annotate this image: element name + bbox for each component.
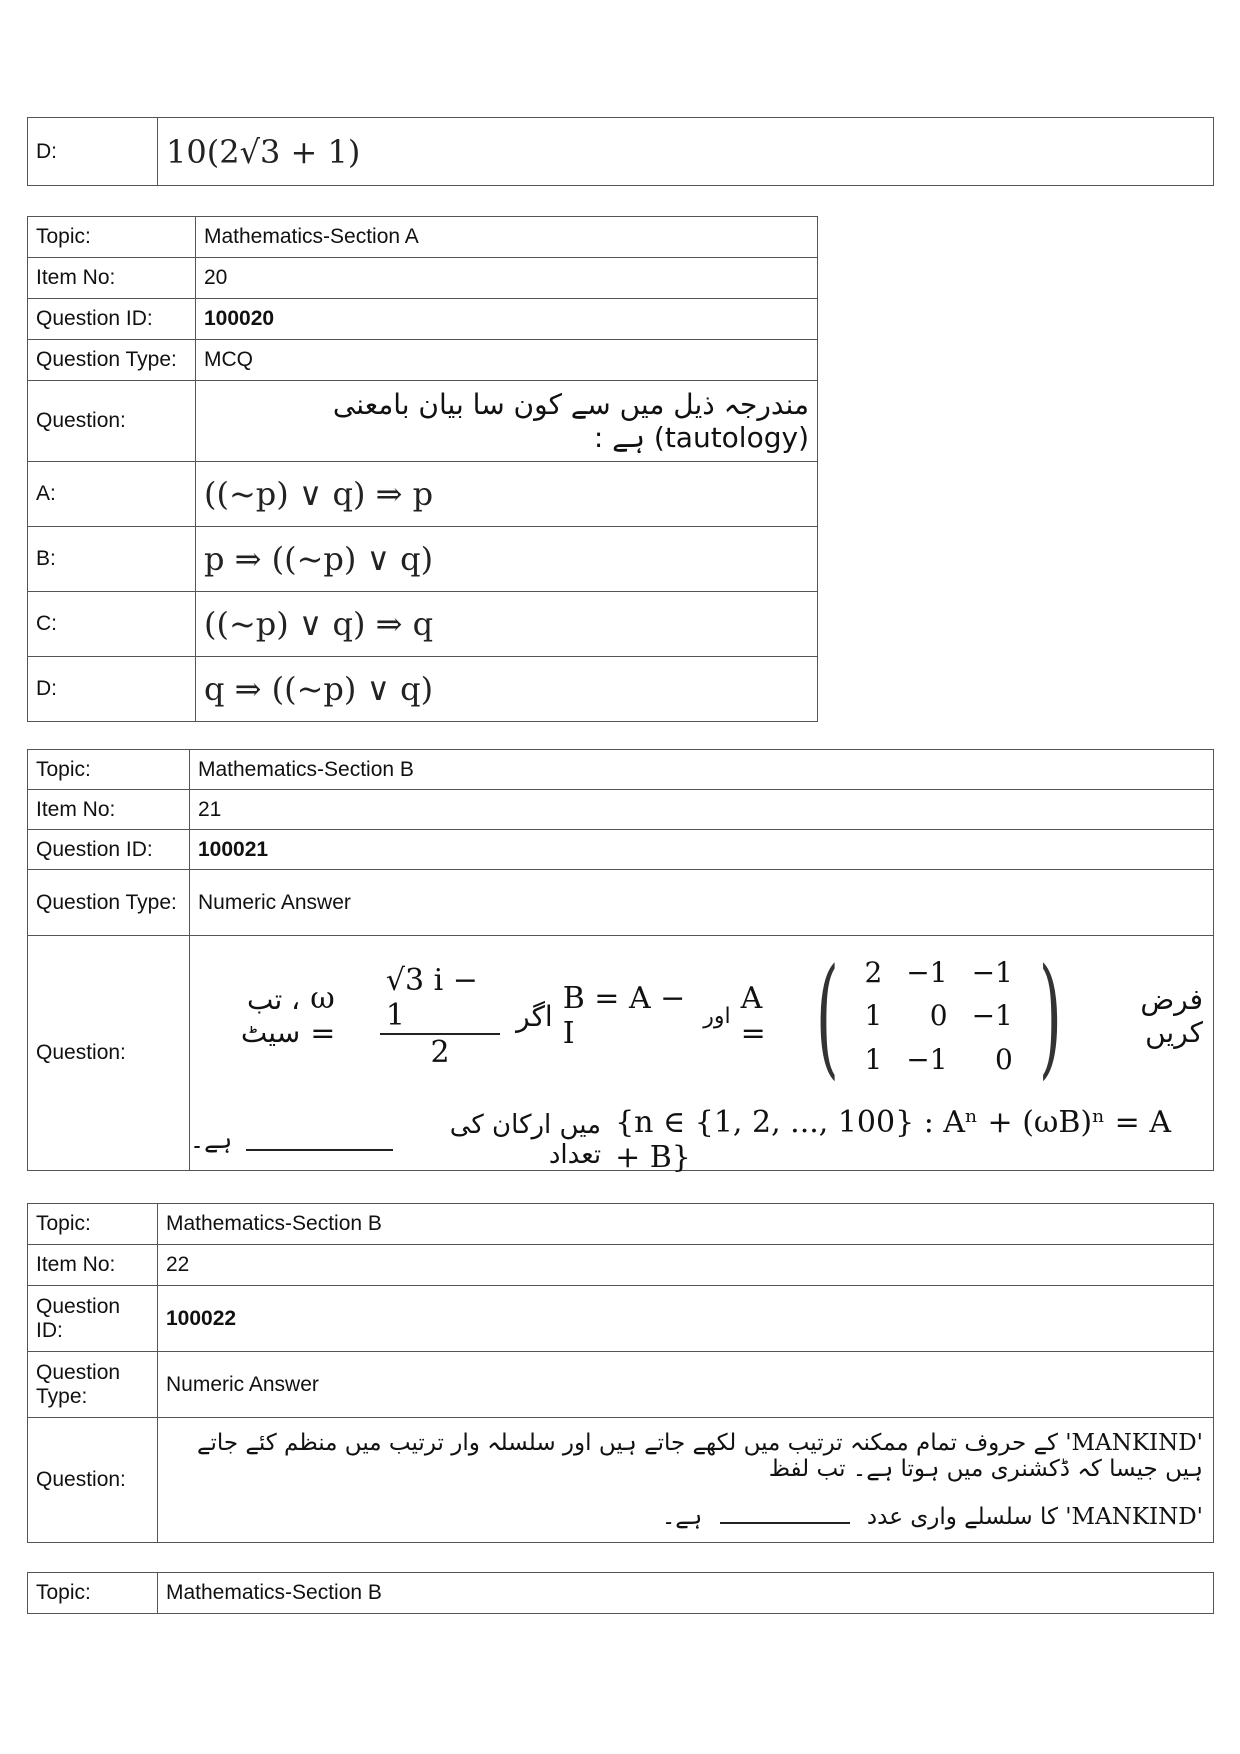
left-paren-icon: ( xyxy=(815,940,839,1092)
question-line-1 xyxy=(190,940,1203,1092)
question-id-value: 100021 xyxy=(190,830,1214,870)
option-a-text: ((~p) ∨ q) ⇒ p xyxy=(196,462,818,527)
answer-blank xyxy=(246,1129,393,1151)
count-text: میں ارکان کی تعداد xyxy=(449,1110,602,1170)
question-21-table xyxy=(27,749,1214,1175)
question-id-label: Question ID: xyxy=(28,1286,158,1352)
if-text: اگر xyxy=(516,999,553,1033)
option-d-label: D: xyxy=(28,118,158,186)
question-line-2 xyxy=(168,1502,1203,1530)
question-22-table xyxy=(27,1203,1214,1543)
b-definition: B = A − I xyxy=(562,981,686,1051)
question-label: Question: xyxy=(28,936,190,1171)
question-text: مندرجہ ذیل میں سے کون سا بیان بامعنی (tautology) ہے : xyxy=(196,381,818,462)
item-no-value: 22 xyxy=(158,1245,1214,1286)
question-line-1 xyxy=(168,1430,1203,1482)
matrix-cell: 2 xyxy=(864,956,883,990)
question-id-value: 100020 xyxy=(196,299,818,340)
question-type-label: Question Type: xyxy=(28,870,190,936)
topic-label: Topic: xyxy=(28,217,196,258)
matrix-cell: −1 xyxy=(906,1042,948,1076)
omega-fraction xyxy=(380,963,500,1070)
topic-label: Topic: xyxy=(28,1204,158,1245)
question-line-2 xyxy=(190,1105,1203,1175)
matrix-cell: 1 xyxy=(864,999,883,1033)
question-body xyxy=(190,936,1214,1175)
question-20-table xyxy=(27,216,818,722)
option-d-value: 10(2√3 + 1) xyxy=(158,118,1214,186)
option-d-text: q ⇒ ((~p) ∨ q) xyxy=(196,657,818,722)
option-b-label: B: xyxy=(28,527,196,592)
question-label: Question: xyxy=(28,381,196,462)
question-body xyxy=(158,1418,1214,1543)
word-mankind: 'MANKIND' xyxy=(1065,1430,1203,1456)
line-1-text: کے حروف تمام ممکنہ ترتیب میں لکھے جاتے ہیں اور سلسلہ وار ترتیب میں منظم کئے جاتے ہیں جیسا کہ ڈکشنری میں ہوتا ہے۔ تب لفظ xyxy=(196,1430,1203,1482)
line-2-end: ہے۔ xyxy=(661,1504,703,1530)
and-text: اور xyxy=(703,1003,731,1029)
is-text: ہے۔ xyxy=(190,1126,233,1154)
topic-label: Topic: xyxy=(28,750,190,790)
then-set-text: ، تب سیٹ xyxy=(240,983,301,1049)
set-expression: {n ∈ {1, 2, ..., 100} : Aⁿ + (ωB)ⁿ = A + B} xyxy=(615,1105,1171,1175)
item-no-label: Item No: xyxy=(28,1245,158,1286)
option-d-label: D: xyxy=(28,657,196,722)
prev-question-option-d xyxy=(27,117,1214,186)
topic-value: Mathematics-Section B xyxy=(158,1204,1214,1245)
answer-blank xyxy=(720,1502,850,1524)
question-type-value: MCQ xyxy=(196,340,818,381)
matrix-a-grid xyxy=(852,951,1024,1081)
matrix-a xyxy=(802,940,1076,1092)
question-type-label: Question Type: xyxy=(28,1352,158,1418)
question-id-label: Question ID: xyxy=(28,299,196,340)
topic-label: Topic: xyxy=(28,1573,158,1614)
question-id-label: Question ID: xyxy=(28,830,190,870)
question-type-label: Question Type: xyxy=(28,340,196,381)
item-no-value: 21 xyxy=(190,790,1214,830)
omega-numerator: √3 i − 1 xyxy=(380,963,500,1035)
matrix-cell: −1 xyxy=(906,956,948,990)
topic-value: Mathematics-Section B xyxy=(158,1573,1214,1614)
question-label: Question: xyxy=(28,1418,158,1543)
matrix-cell: 0 xyxy=(995,1042,1013,1076)
assume-text: فرض کریں xyxy=(1140,983,1203,1049)
item-no-label: Item No: xyxy=(28,258,196,299)
topic-value: Mathematics-Section B xyxy=(190,750,1214,790)
matrix-cell: 1 xyxy=(864,1042,883,1076)
topic-value: Mathematics-Section A xyxy=(196,217,818,258)
option-b-text: p ⇒ ((~p) ∨ q) xyxy=(196,527,818,592)
matrix-cell: −1 xyxy=(971,956,1013,990)
option-a-label: A: xyxy=(28,462,196,527)
omega-lhs: ω = xyxy=(310,981,336,1051)
word-mankind: 'MANKIND' xyxy=(1065,1504,1203,1530)
matrix-cell: −1 xyxy=(971,999,1013,1033)
line-2-text: کا سلسلے واری عدد xyxy=(866,1504,1058,1530)
question-type-value: Numeric Answer xyxy=(190,870,1214,936)
right-paren-icon: ) xyxy=(1038,940,1062,1092)
matrix-a-label: A = xyxy=(740,981,766,1051)
question-23-table xyxy=(27,1572,1214,1614)
question-type-value: Numeric Answer xyxy=(158,1352,1214,1418)
omega-denominator: 2 xyxy=(430,1034,450,1070)
item-no-value: 20 xyxy=(196,258,818,299)
option-c-label: C: xyxy=(28,592,196,657)
matrix-cell: 0 xyxy=(929,999,948,1033)
option-c-text: ((~p) ∨ q) ⇒ q xyxy=(196,592,818,657)
item-no-label: Item No: xyxy=(28,790,190,830)
question-id-value: 100022 xyxy=(158,1286,1214,1352)
